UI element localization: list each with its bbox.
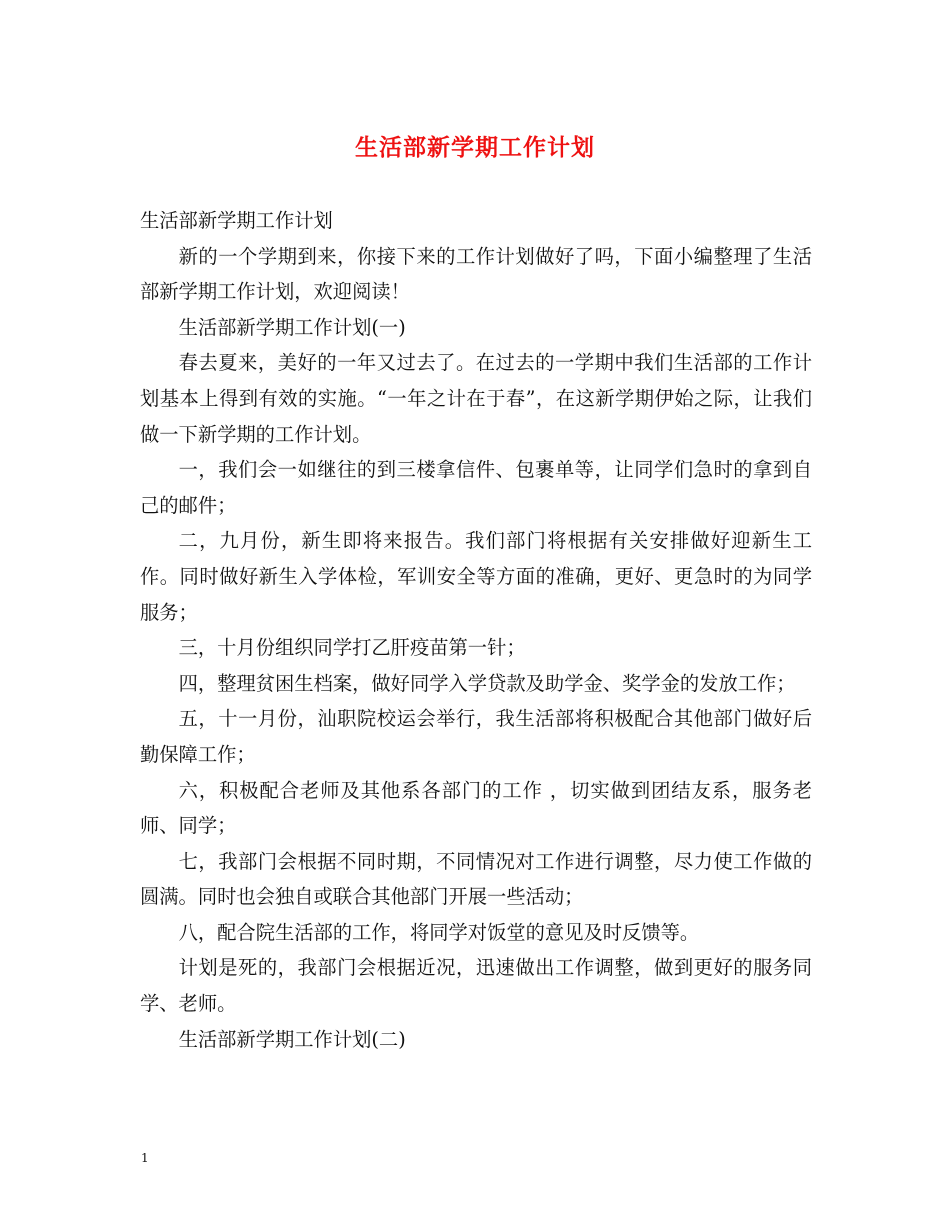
paragraph-overview: 春去夏来，美好的一年又过去了。在过去的一学期中我们生活部的工作计划基本上得到有效的实施。“一年之计在于春”，在这新学期伊始之际，让我们做一下新学期的工作计划。 — [140, 351, 812, 446]
body-heading: 生活部新学期工作计划 — [140, 209, 333, 232]
plan-item-2: 二，九月份，新生即将来报告。我们部门将根据有关安排做好迎新生工作。同时做好新生入学体检，军训安全等方面的准确，更好、更急时的为同学服务； — [140, 529, 812, 624]
document-title: 生活部新学期工作计划 — [355, 134, 595, 161]
closing-paragraph: 计划是死的，我部门会根据近况，迅速做出工作调整，做到更好的服务同学、老师。 — [140, 956, 812, 1016]
plan-item-3: 三，十月份组织同学打乙肝疫苗第一针； — [178, 636, 526, 660]
plan-item-4: 四，整理贫困生档案，做好同学入学贷款及助学金、奖学金的发放工作； — [178, 671, 796, 695]
plan-item-5: 五，十一月份，汕职院校运会举行，我生活部将积极配合其他部门做好后勤保障工作； — [140, 707, 812, 766]
intro-paragraph: 新的一个学期到来，你接下来的工作计划做好了吗，下面小编整理了生活部新学期工作计划，欢迎阅读！ — [140, 244, 812, 304]
document-body — [140, 203, 812, 1057]
plan-item-6: 六，积极配合老师及其他系各部门的工作 ，切实做到团结友系，服务老师、同学； — [140, 778, 812, 838]
section-heading-one: 生活部新学期工作计划(一) — [178, 315, 406, 339]
plan-item-8: 八，配合院生活部的工作，将同学对饭堂的意见及时反馈等。 — [178, 920, 700, 944]
plan-item-1: 一，我们会一如继往的到三楼拿信件、包裹单等，让同学们急时的拿到自己的邮件； — [140, 458, 812, 517]
section-heading-two: 生活部新学期工作计划(二) — [178, 1027, 406, 1051]
page-number: 1 — [141, 1151, 149, 1165]
plan-item-7: 七，我部门会根据不同时期，不同情况对工作进行调整，尽力使工作做的圆满。同时也会独自或联合其他部门开展一些活动； — [140, 849, 812, 909]
